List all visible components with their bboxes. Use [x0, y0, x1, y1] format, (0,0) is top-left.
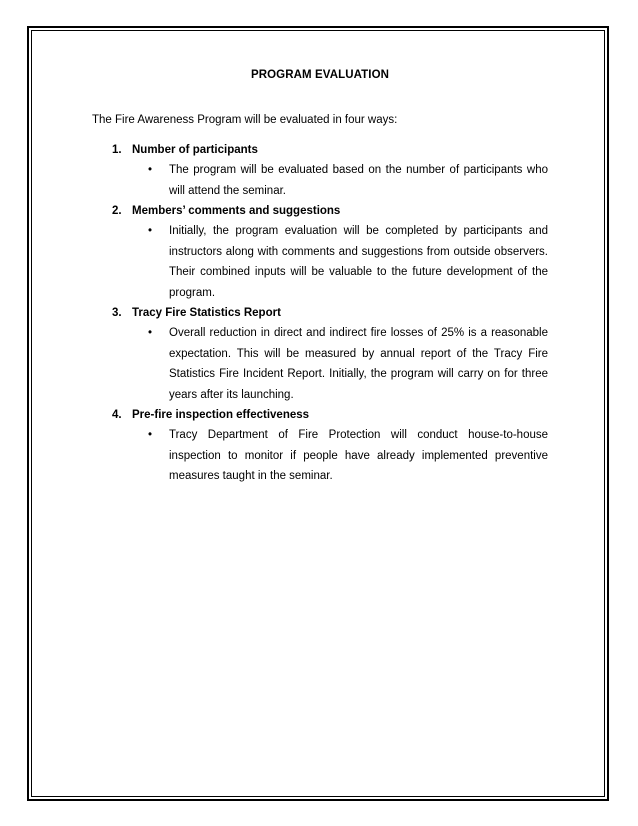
item-heading — [92, 303, 548, 323]
item-heading — [92, 140, 548, 160]
bullet-icon: • — [148, 164, 153, 176]
bullet-row — [92, 160, 548, 201]
bullet-icon: • — [148, 327, 153, 339]
bullet-icon: • — [148, 225, 153, 237]
item-number: 1. — [112, 144, 122, 156]
item-heading — [92, 405, 548, 425]
bullet-text: Overall reduction in direct and indirect fire losses of 25% is a reasonable expectation. This will be measured by annual report of the Tracy Fire Statistics Fire Incident Report. Initially, the program will carry on for three years after its launching. — [169, 327, 548, 401]
list-item — [92, 140, 548, 201]
list-item — [92, 201, 548, 303]
item-number: 3. — [112, 307, 122, 319]
item-heading-text: Pre-fire inspection effectiveness — [132, 409, 310, 421]
item-number: 2. — [112, 205, 122, 217]
evaluation-list — [92, 140, 548, 487]
list-item — [92, 303, 548, 405]
intro-paragraph: The Fire Awareness Program will be evaluated in four ways: — [92, 114, 398, 126]
list-item — [92, 405, 548, 487]
bullet-row — [92, 221, 548, 303]
item-heading-text: Members’ comments and suggestions — [132, 205, 341, 217]
bullet-row — [92, 323, 548, 405]
bullet-text: Tracy Department of Fire Protection will conduct house-to-house inspection to monitor if people have already implemented preventive measures taught in the seminar. — [169, 429, 548, 482]
document-title: PROGRAM EVALUATION — [250, 69, 390, 81]
item-heading-text: Number of participants — [132, 144, 258, 156]
bullet-text: Initially, the program evaluation will be completed by participants and instructors along with comments and suggestions from outside observers. Their combined inputs will be valuable to the future development of the program. — [169, 225, 548, 299]
item-number: 4. — [112, 409, 122, 421]
item-heading-text: Tracy Fire Statistics Report — [132, 307, 281, 319]
bullet-text: The program will be evaluated based on the number of participants who will attend the seminar. — [169, 164, 548, 197]
bullet-icon: • — [148, 429, 153, 441]
item-heading — [92, 201, 548, 221]
bullet-row — [92, 425, 548, 487]
